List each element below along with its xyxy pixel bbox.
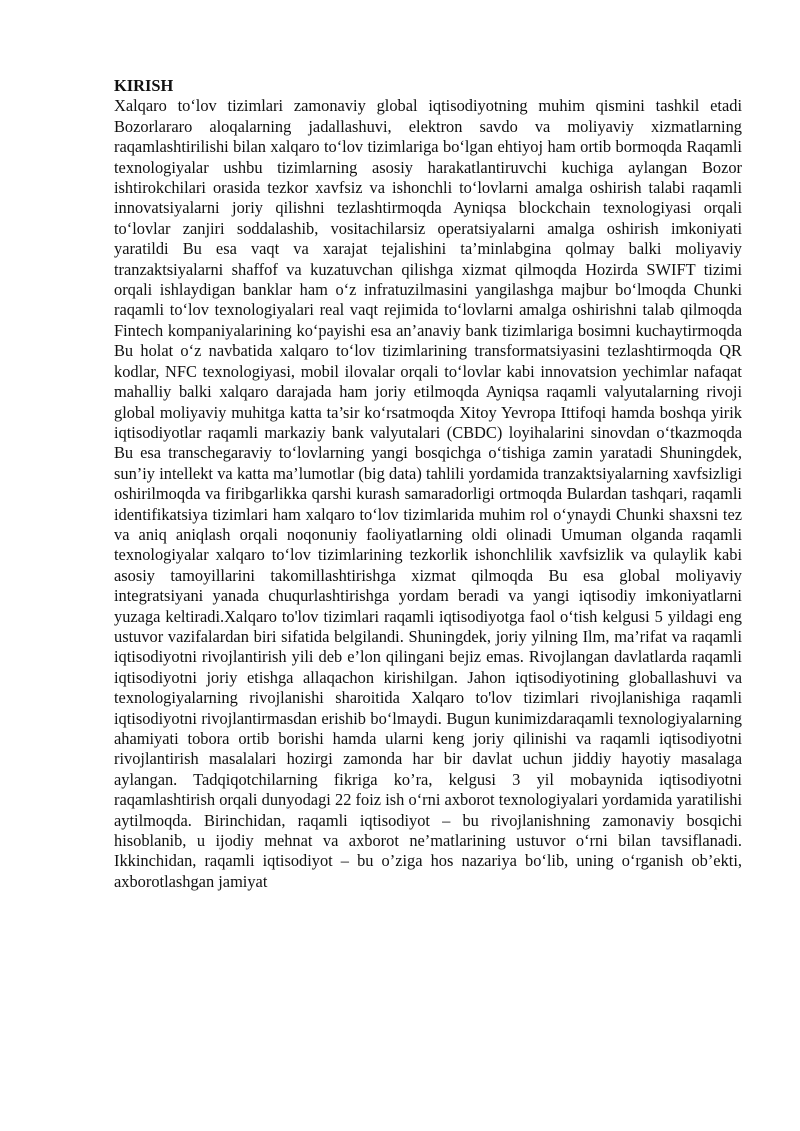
section-heading: KIRISH	[114, 76, 174, 95]
body-paragraph: Xalqaro to‘lov tizimlari zamonaviy global iqtisodiyotning muhim qismini tashkil etadi Bozorlararo aloqalarning jadallashuvi, elektron savdo va moliyaviy xizmatlarning raqamlashtirilishi bilan xalqaro to‘lov tizimlariga bo‘lgan ehtiyoj ham ortib bormoqda Raqamli texnologiyalar ushbu tizimlarning asosiy harakatlantiruvchi kuchiga aylangan Bozor ishtirokchilari orasida tezkor xavfsiz va ishonchli to‘lovlarni amalga oshirish talabi raqamli innovatsiyalarni joriy qilishni tezlashtirmoqda Ayniqsa blockchain texnologiyasi orqali to‘lovlar zanjiri soddalashib, vositachilarsiz operatsiyalarni amalga oshirish imkoniyati yaratildi Bu esa vaqt va xarajat tejalishini ta’minlabgina qolmay balki moliyaviy tranzaktsiyalarni shaffof va kuzatuvchan qilishga xizmat qilmoqda Hozirda SWIFT tizimi orqali ishlaydigan banklar ham o‘z infratuzilmasini yangilashga majbur bo‘lmoqda Chunki raqamli to‘lov texnologiyalari real vaqt rejimida to‘lovlarni amalga oshirishni talab qilmoqda Fintech kompaniyalarining ko‘payishi esa an’anaviy bank tizimlariga bosimni kuchaytirmoqda Bu holat o‘z navbatida xalqaro to‘lov tizimlarining transformatsiyasini tezlashtirmoqda QR kodlar, NFC texnologiyasi, mobil ilovalar orqali to‘lovlar kabi innovatsion yechimlar nafaqat mahalliy balki xalqaro darajada ham joriy etilmoqda Ayniqsa raqamli valyutalarning rivoji global moliyaviy muhitga katta ta’sir ko‘rsatmoqda Xitoy Yevropa Ittifoqi hamda boshqa yirik iqtisodiyotlar raqamli markaziy bank valyutalari (CBDC) loyihalarini sinovdan o‘tkazmoqda Bu esa transchegaraviy to‘lovlarning yangi bosqichga o‘tishiga zamin yaratadi Shuningdek, sun’iy intellekt va katta ma’lumotlar (big data) tahlili yordamida tranzaktsiyalarning xavfsizligi oshirilmoqda va firibgarlikka qarshi kurash samaradorligi ortmoqda Bulardan tashqari, raqamli identifikatsiya tizimlari ham xalqaro to‘lov tizimlarida muhim rol o‘ynaydi Chunki shaxsni tez va aniq aniqlash orqali noqonuniy faoliyatlarning oldi olinadi Umuman olganda raqamli texnologiyalar xalqaro to‘lov tizimlarining tezkorlik ishonchlilik xavfsizlik va qulaylik kabi asosiy tamoyillarini takomillashtirishga xizmat qilmoqda Bu esa global moliyaviy integratsiyani yanada chuqurlashtirishga yordam beradi va yangi iqtisodiy imkoniyatlarni yuzaga keltiradi.Xalqaro to'lov tizimlari raqamli iqtisodiyotga faol o‘tish kelgusi 5 yildagi eng ustuvor vazifalardan biri sifatida belgilandi. Shuningdek, joriy yilning Ilm, ma’rifat va raqamli iqtisodiyotni rivojlantirish yili deb e’lon qilingani bejiz emas. Rivojlangan davlatlarda raqamli iqtisodiyotni joriy etishga allaqachon kirishilgan. Jahon iqtisodiyotining globallashuvi va texnologiyalarning rivojlanishi sharoitida Xalqaro to'lov tizimlari rivojlanishiga raqamli iqtisodiyotni rivojlantirmasdan erishib bo‘lmaydi. Bugun kunimizdaraqamli texnologiyalarning ahamiyati tobora ortib borishi hamda ularni keng joriy qilinishi va raqamli iqtisodiyotni rivojlantirish masalalari hozirgi zamonda har bir davlat uchun jiddiy hayotiy masalaga aylangan. Tadqiqotchilarning fikriga ko’ra, kelgusi 3 yil mobaynida iqtisodiyotni raqamlashtirish orqali dunyodagi 22 foiz ish o‘rni axborot texnologiyalari yordamida yaratilishi aytilmoqda. Birinchidan, raqamli iqtisodiyot – bu rivojlanishning zamonaviy bosqichi hisoblanib, u ijodiy mehnat va axborot ne’matlarining ustuvor o‘rni bilan tavsiflanadi. Ikkinchidan, raqamli iqtisodiyot – bu o’ziga hos nazariya bo‘lib, uning o‘rganish ob’ekti, axborotlashgan jamiyat	[114, 96, 742, 891]
document-page	[114, 76, 742, 892]
